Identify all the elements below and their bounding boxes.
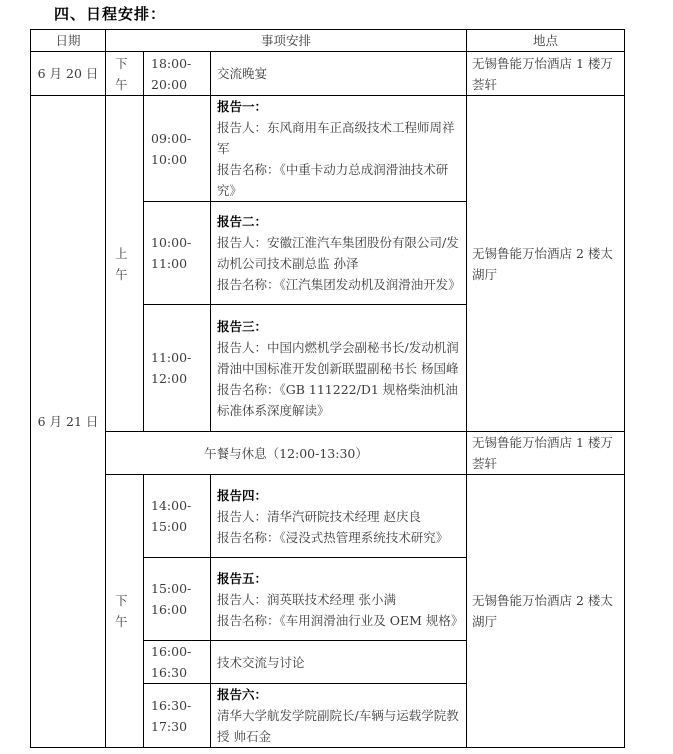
report-cell [211,96,467,202]
location-cell: 无锡鲁能万怡酒店 1 楼万荟轩 [467,432,625,475]
schedule-table [30,29,625,748]
period-cell: 下午 [106,475,144,748]
time-cell: 16:00- 16:30 [144,641,211,684]
period-cell: 下午 [106,52,144,96]
report-title: 报告一： [217,99,268,114]
report-speaker: 报告人：清华汽研院技术经理 赵庆良 [217,508,421,524]
time-cell: 16:30- 17:30 [144,684,211,748]
report-topic: 报告名称：《车用润滑油行业及 OEM 规格》 [217,612,464,628]
header-location: 地点 [467,30,625,52]
report-topic: 报告名称：《中重卡动力总成润滑油技术研究》 [217,162,449,198]
content-cell: 交流晚宴 [211,52,467,96]
report-topic: 报告名称：《浸没式热管理系统技术研究》 [217,529,449,545]
report-speaker: 报告人：润英联技术经理 张小满 [217,591,396,607]
time-cell: 15:00- 16:00 [144,558,211,641]
header-agenda: 事项安排 [106,30,467,52]
period-cell: 上午 [106,96,144,432]
date-cell: 6 月 20 日 [31,52,106,96]
report-title: 报告五： [217,570,268,586]
report-topic: 报告名称：《GB 111222/D1 规格柴油机油标准体系深度解读》 [217,381,458,418]
date-cell: 6 月 21 日 [31,96,106,748]
report-speaker: 报告人：中国内燃机学会副秘书长/发动机润滑油中国标准开发创新联盟副秘书长 杨国峰 [217,339,459,376]
report-cell [211,202,467,305]
report-cell [211,305,467,432]
report-topic: 报告名称：《江汽集团发动机及润滑油开发》 [217,277,461,292]
header-date: 日期 [31,30,106,52]
location-cell: 无锡鲁能万怡酒店 2 楼太湖厅 [467,475,625,748]
report-title: 报告四： [217,487,268,503]
report-speaker: 报告人：东风商用车正高级技术工程师周祥军 [217,120,455,156]
time-cell: 14:00- 15:00 [144,475,211,558]
time-cell: 18:00- 20:00 [144,52,211,96]
time-cell: 10:00- 11:00 [144,202,211,305]
time-cell: 09:00- 10:00 [144,96,211,202]
report-title: 报告三： [217,318,268,334]
report-speaker: 报告人：安徽江淮汽车集团股份有限公司/发动机公司技术副总监 孙泽 [217,235,459,271]
report-title: 报告二： [217,214,268,229]
lunch-cell: 午餐与休息（12:00-13:30） [106,432,467,475]
time-cell: 11:00- 12:00 [144,305,211,432]
location-cell: 无锡鲁能万怡酒店 1 楼万荟轩 [467,52,625,96]
report-cell [211,684,467,748]
location-cell: 无锡鲁能万怡酒店 2 楼太湖厅 [467,96,625,432]
header-row [31,30,625,52]
report-title: 报告六： [217,687,268,702]
report-cell [211,558,467,641]
table-row [31,475,625,558]
content-cell: 技术交流与讨论 [211,641,467,684]
table-row [31,96,625,202]
section-title: 四、日程安排： [54,5,167,23]
table-row [31,432,625,475]
table-row [31,52,625,96]
report-speaker: 清华大学航发学院副院长/车辆与运载学院教授 帅石金 [217,708,459,744]
report-cell [211,475,467,558]
